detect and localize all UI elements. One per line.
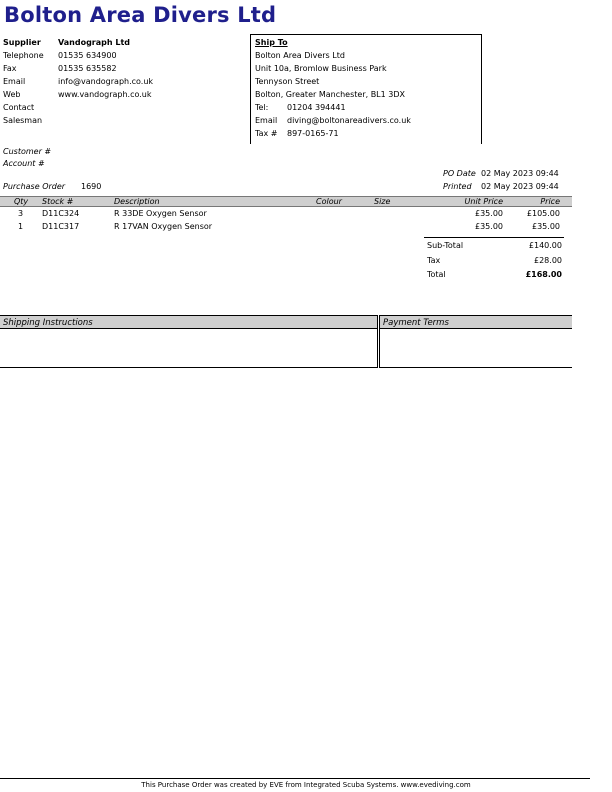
email-value: info@vandograph.co.uk bbox=[58, 77, 154, 86]
purchase-order-number: 1690 bbox=[81, 182, 102, 191]
row-description: R 33DE Oxygen Sensor bbox=[114, 209, 207, 218]
telephone-value: 01535 634900 bbox=[58, 51, 117, 60]
row-price: £105.00 bbox=[526, 209, 560, 218]
contact-label: Contact bbox=[3, 103, 35, 112]
printed-value: 02 May 2023 09:44 bbox=[481, 182, 559, 191]
payment-terms-heading: Payment Terms bbox=[380, 316, 572, 329]
ship-to-line2: Tennyson Street bbox=[255, 77, 320, 86]
ship-to-email-label: Email bbox=[255, 116, 278, 125]
ship-to-tel-label: Tel: bbox=[255, 103, 269, 112]
ship-to-tax: 897-0165-71 bbox=[287, 129, 339, 138]
salesman-label: Salesman bbox=[3, 116, 43, 125]
subtotal-value: £140.00 bbox=[528, 241, 562, 250]
customer-label: Customer # bbox=[3, 147, 52, 156]
row-price: £35.00 bbox=[532, 222, 560, 231]
total-value: £168.00 bbox=[525, 270, 562, 279]
ship-to-name: Bolton Area Divers Ltd bbox=[255, 51, 345, 60]
ship-to-tax-label: Tax # bbox=[255, 129, 278, 138]
row-unit-price: £35.00 bbox=[475, 209, 503, 218]
col-colour: Colour bbox=[316, 197, 342, 206]
payment-terms-box bbox=[379, 315, 572, 368]
ship-to-email: diving@boltonareadivers.co.uk bbox=[287, 116, 411, 125]
account-label: Account # bbox=[3, 159, 45, 168]
telephone-label: Telephone bbox=[3, 51, 44, 60]
web-label: Web bbox=[3, 90, 21, 99]
fax-value: 01535 635582 bbox=[58, 64, 117, 73]
row-qty: 3 bbox=[18, 209, 24, 218]
fax-label: Fax bbox=[3, 64, 17, 73]
col-price: Price bbox=[540, 197, 560, 206]
col-unit-price: Unit Price bbox=[464, 197, 503, 206]
items-table-header bbox=[0, 196, 572, 207]
col-size: Size bbox=[374, 197, 391, 206]
ship-to-tel: 01204 394441 bbox=[287, 103, 346, 112]
supplier-value: Vandograph Ltd bbox=[58, 38, 130, 47]
row-stock: D11C324 bbox=[42, 209, 80, 218]
ship-to-line3: Bolton, Greater Manchester, BL1 3DX bbox=[255, 90, 405, 99]
shipping-instructions-box bbox=[0, 315, 378, 368]
po-date-label: PO Date bbox=[443, 169, 476, 178]
row-description: R 17VAN Oxygen Sensor bbox=[114, 222, 213, 231]
supplier-label: Supplier bbox=[3, 38, 41, 47]
printed-label: Printed bbox=[443, 182, 472, 191]
shipping-instructions-heading: Shipping Instructions bbox=[0, 316, 377, 329]
subtotal-label: Sub-Total bbox=[427, 241, 464, 250]
email-label: Email bbox=[3, 77, 26, 86]
row-unit-price: £35.00 bbox=[475, 222, 503, 231]
ship-to-box bbox=[250, 34, 482, 144]
totals-divider bbox=[424, 237, 564, 238]
col-qty: Qty bbox=[14, 197, 29, 206]
total-label: Total bbox=[427, 270, 446, 279]
row-stock: D11C317 bbox=[42, 222, 80, 231]
col-stock: Stock # bbox=[42, 197, 74, 206]
purchase-order-label: Purchase Order bbox=[3, 182, 66, 191]
ship-to-line1: Unit 10a, Bromlow Business Park bbox=[255, 64, 387, 73]
po-date-value: 02 May 2023 09:44 bbox=[481, 169, 559, 178]
web-value: www.vandograph.co.uk bbox=[58, 90, 152, 99]
row-qty: 1 bbox=[18, 222, 24, 231]
col-description: Description bbox=[114, 197, 160, 206]
footer-divider bbox=[0, 778, 590, 779]
ship-to-heading: Ship To bbox=[255, 38, 288, 47]
tax-value: £28.00 bbox=[534, 256, 562, 265]
tax-label: Tax bbox=[427, 256, 441, 265]
footer-text: This Purchase Order was created by EVE from Integrated Scuba Systems. www.evediving.com bbox=[141, 781, 471, 789]
company-name: Bolton Area Divers Ltd bbox=[4, 3, 277, 27]
